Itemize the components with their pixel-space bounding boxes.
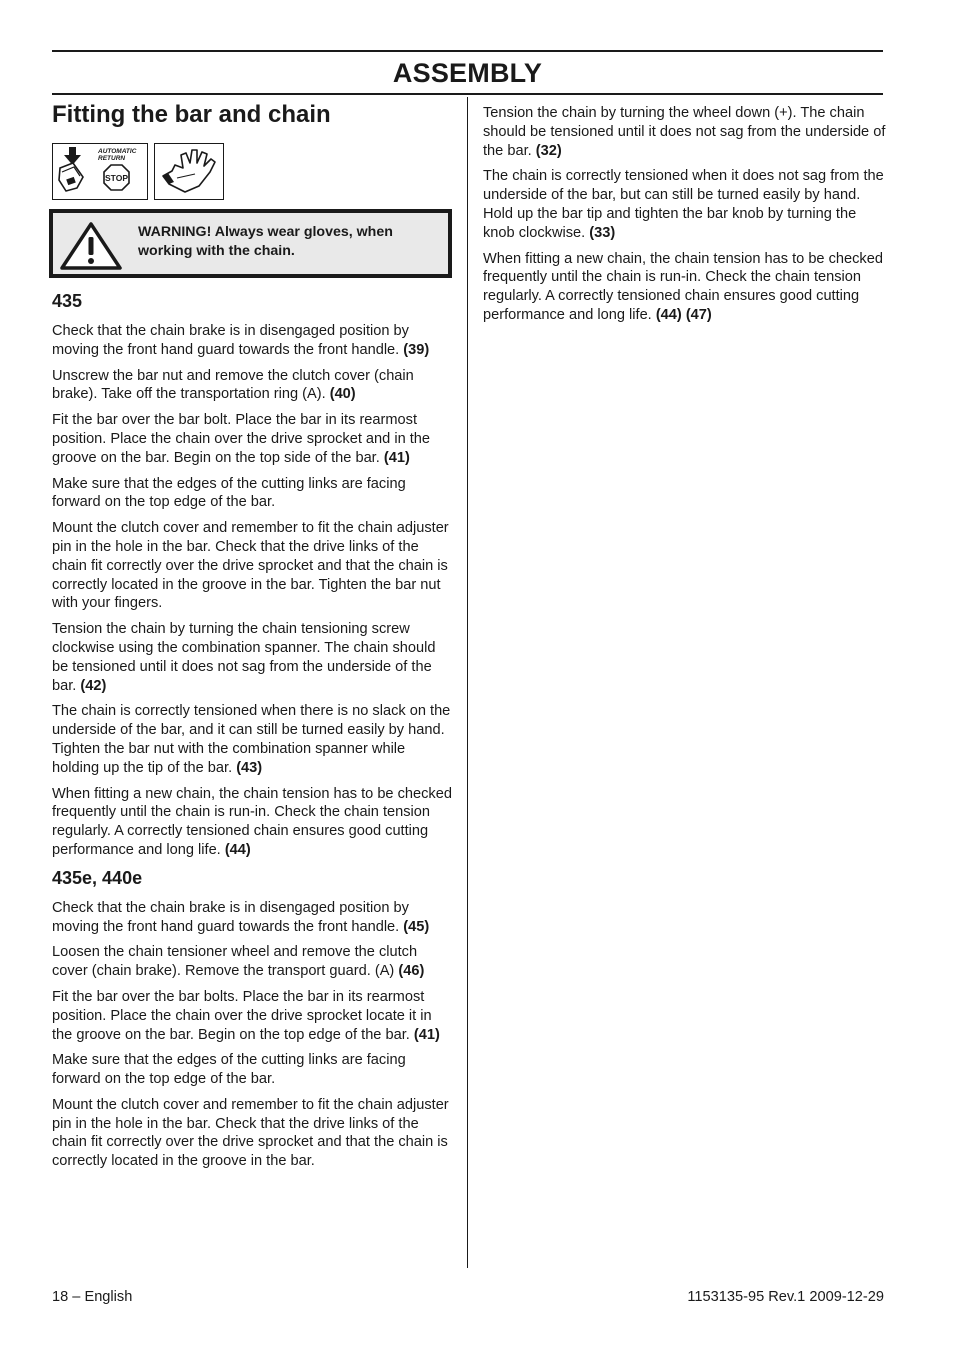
figure-ref: (44) (47) [655, 306, 712, 323]
figure-ref: (44) [224, 841, 251, 858]
footer-document-code: 1153135-95 Rev.1 2009-12-29 [687, 1289, 884, 1305]
figure-ref: (46) [398, 963, 425, 980]
paragraph: Make sure that the edges of the cutting links are facing forward on the top edge of the bar. [52, 475, 406, 511]
figure-ref: (40) [329, 386, 356, 403]
paragraph: Fit the bar over the bar bolt. Place the bar in its rearmost position. Place the chain over the drive sprocket and in the groove on the bar. Begin on the top side of the bar. (41) [52, 412, 431, 466]
subhead-435: 435 [52, 291, 83, 311]
paragraph: Mount the clutch cover and remember to fit the chain adjuster pin in the hole in the bar. Check that the drive links of the chain fit correctly over the drive sprocket and that the chain is correctly located in the groove in the bar. Tighten the bar nut with your fingers. [52, 520, 449, 612]
stop-label: STOP [105, 173, 128, 183]
figure-ref: (41) [383, 449, 410, 466]
figure-ref: (32) [535, 142, 562, 159]
paragraph: Fit the bar over the bar bolts. Place the bar in its rearmost position. Place the chain over the drive sprocket locate it in the groove on the bar. Begin on the top edge of the bar. (41) [52, 988, 440, 1043]
paragraph: Loosen the chain tensioner wheel and remove the clutch cover (chain brake). Remove the transport guard. (A) (46) [52, 944, 425, 980]
header-rule-bottom [52, 93, 883, 95]
figure-ref: (39) [403, 341, 430, 358]
paragraph: Check that the chain brake is in disengaged position by moving the front hand guard towards the front handle. (45) [52, 899, 430, 935]
paragraph: Make sure that the edges of the cutting links are facing forward on the top edge of the bar. [52, 1052, 406, 1088]
return-label: RETURN [98, 155, 126, 162]
paragraph: Tension the chain by turning the wheel down (+). The chain should be tensioned until it does not sag from the underside of the bar. (32) [483, 105, 886, 159]
paragraph: Unscrew the bar nut and remove the clutch cover (chain brake). Take off the transportation ring (A). (40) [52, 367, 414, 403]
paragraph: The chain is correctly tensioned when there is no slack on the underside of the bar, and it can still be turned easily by hand. Tighten the bar nut with the combination spanner while holding up the tip of the bar. (43) [52, 703, 451, 776]
left-column [52, 100, 452, 1178]
chain-brake-automatic-return-icon [52, 143, 148, 200]
subhead-435e-440e: 435e, 440e [52, 867, 143, 888]
section-title: ASSEMBLY [392, 58, 543, 88]
protective-glove-icon [154, 143, 224, 200]
warning-triangle-icon [59, 221, 123, 271]
paragraph: Mount the clutch cover and remember to fit the chain adjuster pin in the hole in the bar. Check that the drive links of the chain fit correctly over the drive sprocket and that the chain is correctly located in the groove in the bar. [52, 1096, 449, 1170]
right-column [483, 104, 888, 332]
figure-ref: (45) [403, 918, 430, 935]
warning-text: WARNING! Always wear gloves, when working with the chain. [138, 224, 393, 259]
warning-box [49, 209, 452, 278]
paragraph: When fitting a new chain, the chain tension has to be checked frequently until the chain is run-in. Check the chain tension regularly. A correctly tensioned chain ensures good cutting performance and long life. (44) (47) [483, 250, 883, 323]
paragraph: Check that the chain brake is in disengaged position by moving the front hand guard towards the front handle. (39) [52, 323, 430, 358]
column-divider [467, 97, 468, 1268]
figure-ref: (42) [80, 677, 107, 694]
figure-ref: (41) [413, 1026, 440, 1043]
figure-ref: (33) [589, 224, 616, 241]
paragraph: Tension the chain by turning the chain tensioning screw clockwise using the combination spanner. The chain should be tensioned until it does not sag from the underside of the bar. (42) [52, 621, 436, 694]
automatic-label: AUTOMATIC [98, 148, 137, 155]
page-heading: Fitting the bar and chain [52, 101, 331, 128]
paragraph: The chain is correctly tensioned when it does not sag from the underside of the bar, but can still be turned easily by hand. Hold up the bar tip and tighten the bar knob by turning the knob clockwise. (33) [483, 168, 884, 241]
footer-page-number: 18 – English [52, 1289, 133, 1305]
symbol-row [52, 143, 452, 200]
paragraph: When fitting a new chain, the chain tension has to be checked frequently until the chain is run-in. Check the chain tension regularly. A correctly tensioned chain ensures good cutting performance and long life. (44) [52, 785, 452, 858]
header-rule-top [52, 50, 883, 52]
figure-ref: (43) [236, 759, 263, 776]
